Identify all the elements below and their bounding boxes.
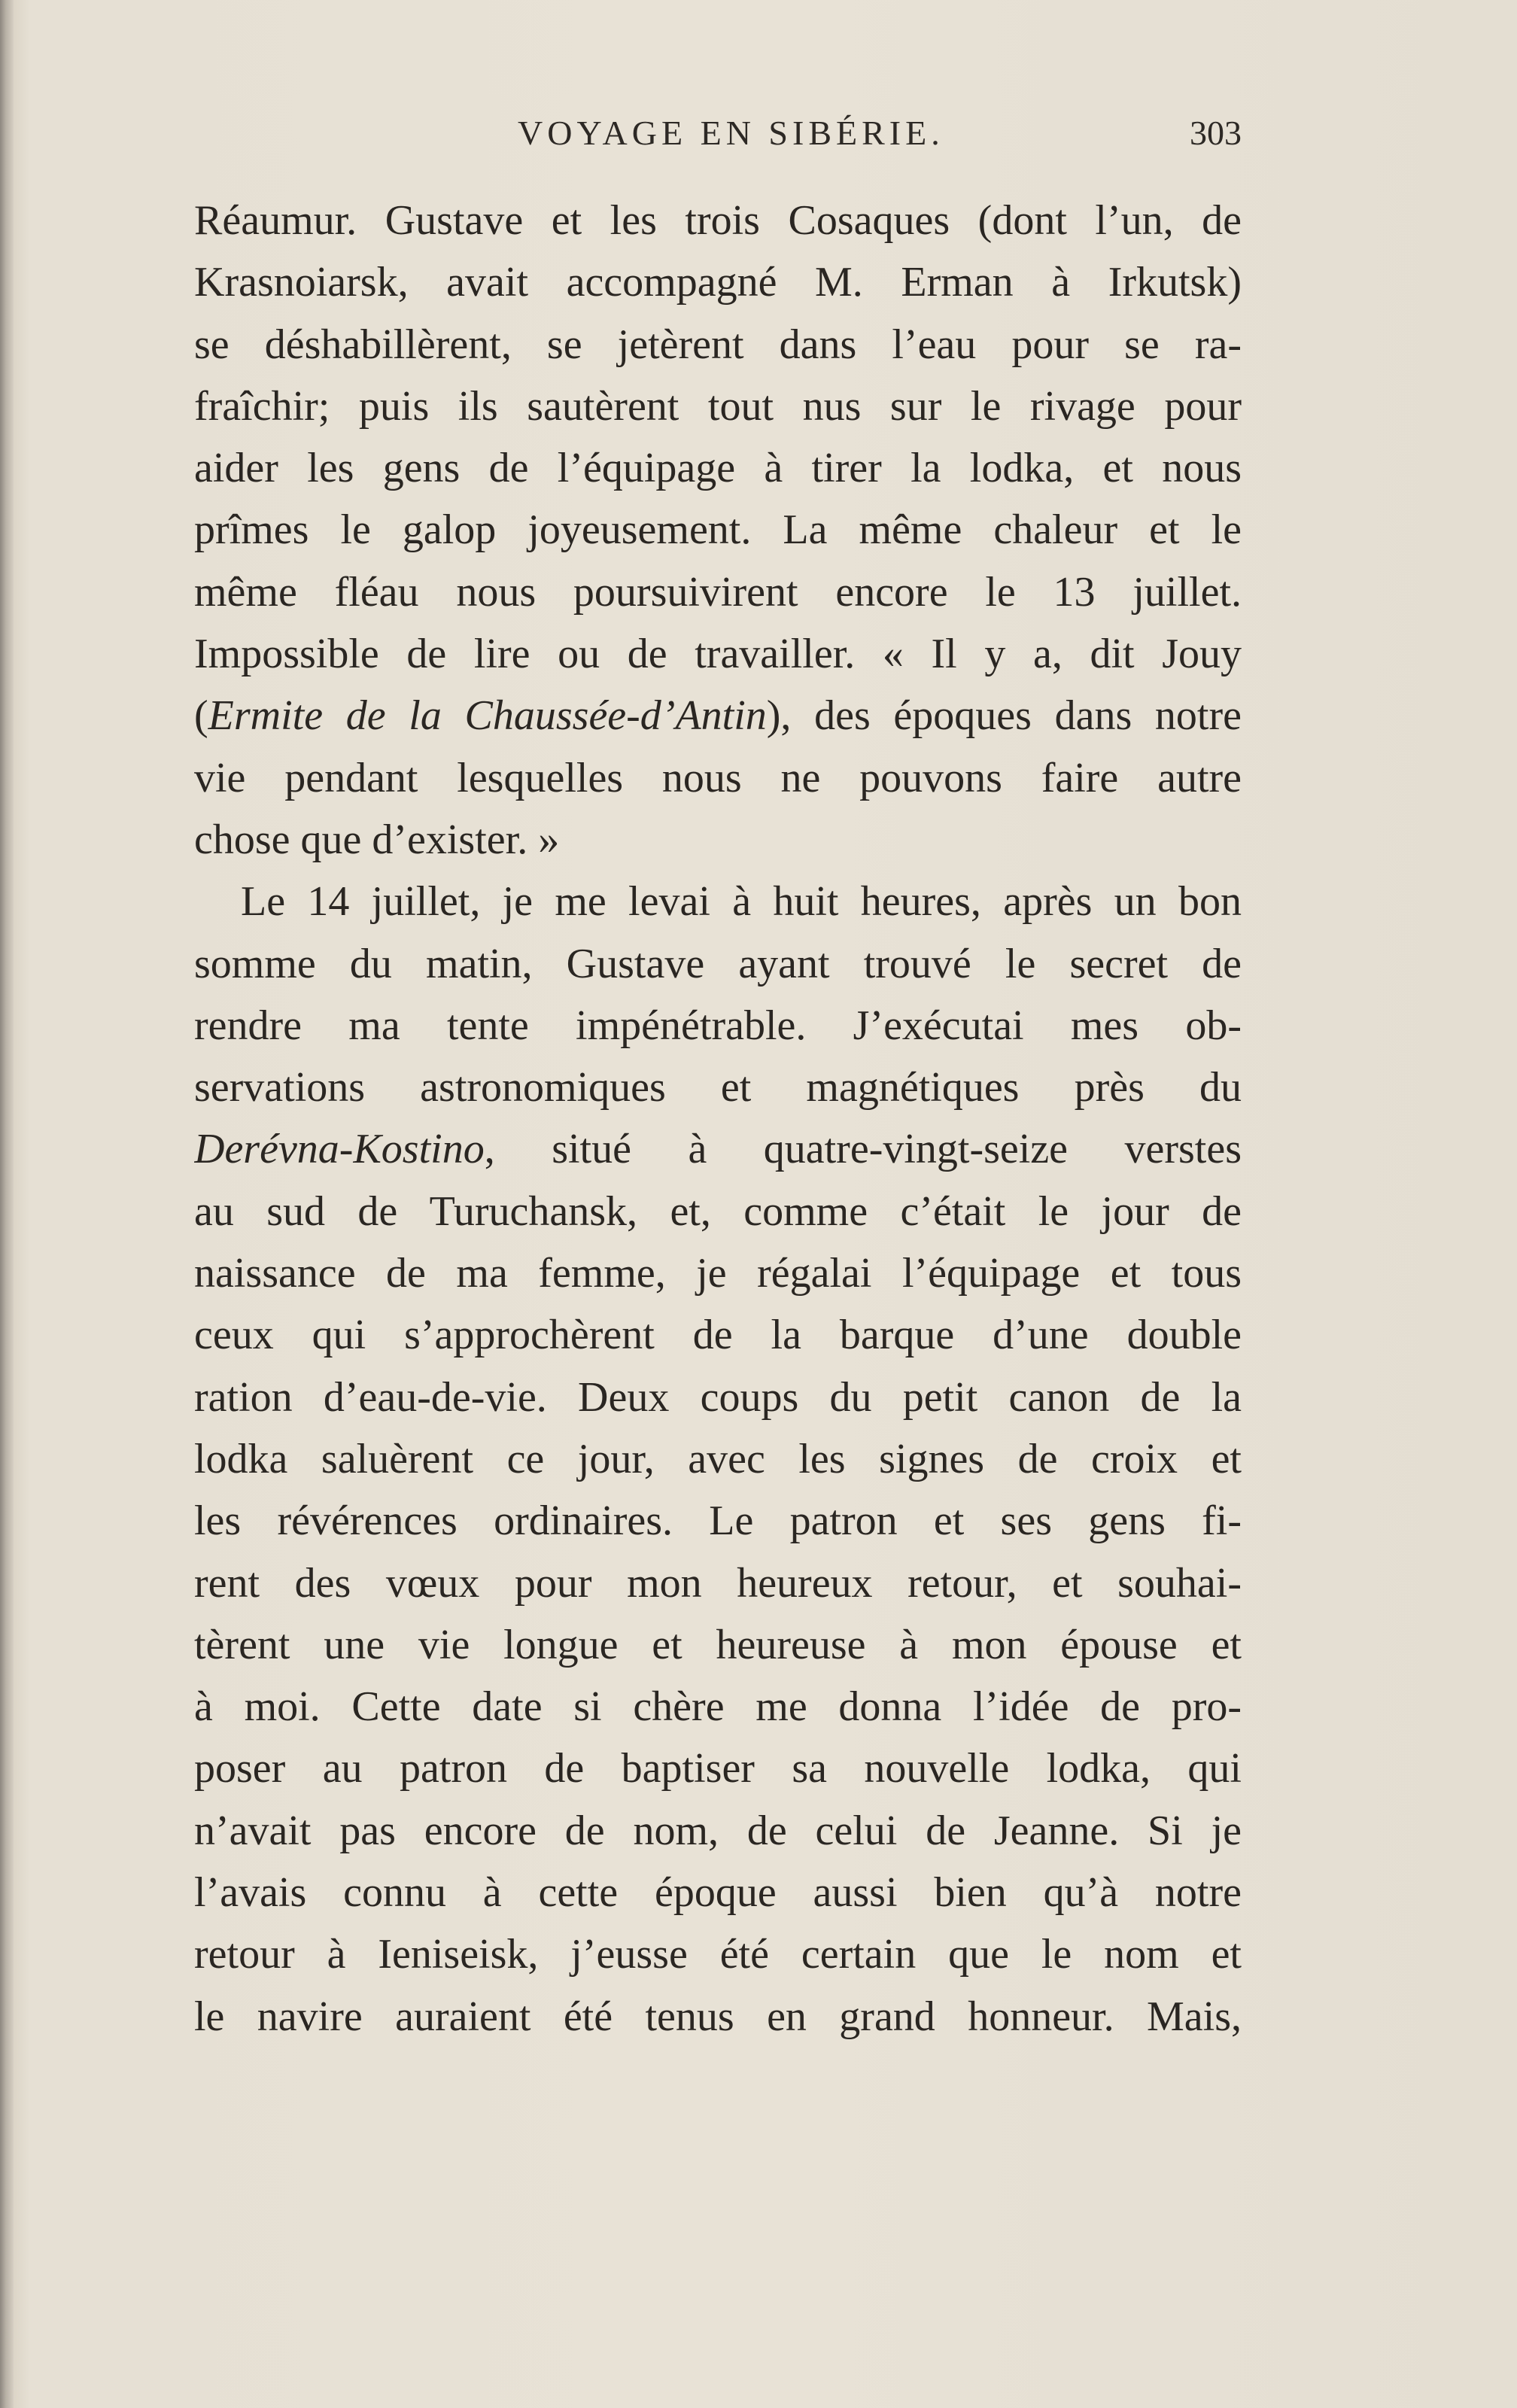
text-line: même fléau nous poursuivirent encore le 13 juillet. xyxy=(194,568,1242,616)
text-line: prîmes le galop joyeusement. La même chaleur et le xyxy=(194,506,1242,554)
page-number: 303 xyxy=(1190,114,1242,152)
text-line: se déshabillèrent, se jetèrent dans l’eau pour se ra- xyxy=(194,321,1242,368)
text-line: Le 14 juillet, je me levai à huit heures, après un bon xyxy=(241,878,1242,926)
text-line: l’avais connu à cette époque aussi bien qu’à notre xyxy=(194,1869,1242,1917)
italic-place: Derévna-Kostino xyxy=(194,1126,485,1173)
text-line: rent des vœux pour mon heureux retour, et souhai- xyxy=(194,1559,1242,1607)
text-line: rendre ma tente impénétrable. J’exécutai mes ob- xyxy=(194,1002,1242,1049)
text-line: à moi. Cette date si chère me donna l’idée de pro- xyxy=(194,1683,1242,1731)
text-line: servations astronomiques et magnétiques près du xyxy=(194,1064,1242,1111)
text-line: tèrent une vie longue et heureuse à mon épouse et xyxy=(194,1621,1242,1668)
text-line: somme du matin, Gustave ayant trouvé le secret de xyxy=(194,940,1242,987)
page-gutter-edge xyxy=(0,0,14,2408)
text-line: Réaumur. Gustave et les trois Cosaques (dont l’un, de xyxy=(194,197,1242,244)
body-text xyxy=(194,190,1242,2048)
text-line: les révérences ordinaires. Le patron et ses gens fi- xyxy=(194,1497,1242,1545)
text-line: aider les gens de l’équipage à tirer la lodka, et nous xyxy=(194,445,1242,492)
text-line: retour à Ieniseisk, j’eusse été certain que le nom et xyxy=(194,1931,1242,1978)
text-line-italic-place: Derévna-Kostino, situé à quatre-vingt-seize verstes xyxy=(194,1126,1242,1173)
text-line: poser au patron de baptiser sa nouvelle lodka, qui xyxy=(194,1745,1242,1792)
text-line: fraîchir; puis ils sautèrent tout nus sur le rivage pour xyxy=(194,382,1242,430)
text-line-italic-title: (Ermite de la Chaussée-d’Antin), des époques dans notre xyxy=(194,692,1242,740)
running-header xyxy=(194,113,1242,166)
text-line: Krasnoiarsk, avait accompagné M. Erman à Irkutsk) xyxy=(194,259,1242,306)
text-line: ceux qui s’approchèrent de la barque d’une double xyxy=(194,1312,1242,1359)
text-line: lodka saluèrent ce jour, avec les signes de croix et xyxy=(194,1435,1242,1482)
text-line: au sud de Turuchansk, et, comme c’était le jour de xyxy=(194,1187,1242,1235)
text-line: n’avait pas encore de nom, de celui de Jeanne. Si je xyxy=(194,1807,1242,1854)
text-line: naissance de ma femme, je régalai l’équipage et tous xyxy=(194,1250,1242,1297)
text-line: vie pendant lesquelles nous ne pouvons faire autre xyxy=(194,754,1242,801)
running-title: VOYAGE EN SIBÉRIE. xyxy=(518,114,944,152)
italic-title: Ermite de la Chaussée-d’Antin xyxy=(208,692,767,740)
text-line: ration d’eau-de-vie. Deux coups du petit canon de la xyxy=(194,1373,1242,1421)
text-line: le navire auraient été tenus en grand honneur. Mais, xyxy=(194,1993,1242,2040)
text-line: chose que d’exister. » xyxy=(194,816,560,863)
text-line: Impossible de lire ou de travailler. « Il y a, dit Jouy xyxy=(194,631,1242,678)
